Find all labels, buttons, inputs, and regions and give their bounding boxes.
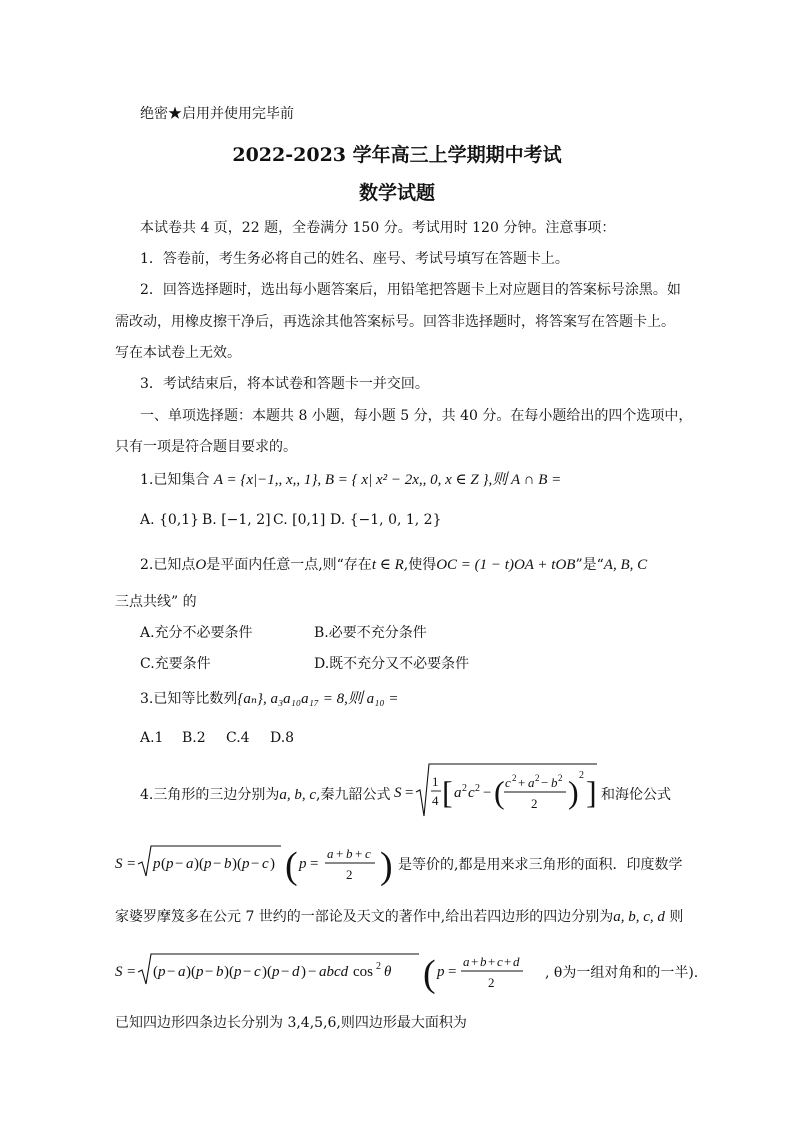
section-heading-line2: 只有一项是符合题目要求的。 [115, 439, 297, 455]
svg-text:c: c [365, 846, 371, 861]
q4-line3-tail: 则 [669, 909, 684, 925]
svg-text:−: − [281, 964, 290, 980]
svg-text:+: + [355, 846, 363, 861]
svg-text:(: ( [153, 964, 158, 980]
svg-text:1: 1 [432, 774, 439, 789]
question-2-stem [140, 555, 647, 575]
svg-text:4: 4 [432, 793, 439, 808]
svg-text:−: − [175, 856, 184, 872]
svg-text:p: p [299, 856, 307, 872]
instruction-item-1: 1．答卷前，考生务必将自己的姓名、座号、考试号填写在答题卡上。 [140, 251, 569, 267]
svg-text:−: − [308, 964, 317, 980]
svg-text:c: c [262, 856, 269, 872]
q4-line4-tail: , θ为一组对角和的一半). [545, 965, 699, 981]
svg-text:+: + [518, 775, 526, 790]
svg-text:−: − [167, 964, 176, 980]
q3-sequence: {aₙ} [237, 691, 263, 707]
q2-t-in-r: t ∈ R [371, 557, 404, 573]
instruction-item-2-line1: 2．回答选择题时，选出每小题答案后，用铅笔把答题卡上对应题目的答案标号涂黑。如 [140, 282, 681, 298]
qin-jiushao-formula [392, 760, 602, 826]
svg-text:c: c [497, 954, 503, 969]
q2-mid2: ,使得 [403, 557, 437, 573]
q1-set-b: , B = { x| x² − 2x,, 0, x ∈ Z } [317, 472, 489, 488]
svg-text:2: 2 [475, 783, 480, 794]
svg-text:(: ( [285, 845, 298, 887]
svg-text:p: p [158, 964, 166, 980]
q3-option-c: C.4 [226, 730, 250, 746]
svg-text:p: p [153, 856, 161, 872]
svg-text:2: 2 [376, 961, 381, 972]
q3-lead: 3.已知等比数列 [140, 691, 238, 707]
svg-text:a: a [178, 964, 186, 980]
svg-text:+: + [336, 846, 344, 861]
svg-text:=: = [405, 785, 414, 801]
q2-tail: ”是“ [575, 557, 604, 573]
svg-text:): ) [186, 964, 191, 980]
q1-option-a: A. {0,1} [140, 512, 200, 528]
svg-text:2: 2 [512, 773, 517, 783]
svg-text:b: b [224, 856, 232, 872]
instruction-item-2-line3: 写在本试卷上无效。 [115, 345, 241, 361]
svg-text:2: 2 [346, 867, 353, 882]
svg-text:−: − [213, 856, 222, 872]
svg-text:p: p [437, 964, 445, 980]
svg-text:−: − [243, 964, 252, 980]
question-1-stem [140, 470, 561, 490]
svg-text:]: ] [586, 774, 597, 810]
q1-tail: ,则 A ∩ B = [488, 472, 562, 488]
svg-text:abcd: abcd [319, 964, 349, 980]
svg-text:+: + [471, 954, 479, 969]
svg-text:): ) [224, 964, 229, 980]
svg-text:c: c [468, 785, 475, 801]
svg-text:): ) [270, 856, 275, 872]
brahmagupta-formula [113, 946, 545, 998]
svg-text:cos: cos [353, 964, 373, 980]
q4-line2-tail: 是等价的,都是用来求三角形的面积．印度数学 [398, 857, 683, 873]
svg-text:b: b [216, 964, 224, 980]
exam-title: 2022-2023 学年高三上学期期中考试 [232, 144, 562, 166]
svg-text:2: 2 [488, 975, 495, 990]
svg-text:2: 2 [558, 773, 563, 783]
q1-option-d: D. {−1, 0, 1, 2} [330, 512, 442, 528]
q3-option-d: D.8 [270, 730, 295, 746]
svg-text:b: b [480, 954, 487, 969]
q1-option-c: C. [0,1] [273, 512, 326, 528]
instruction-item-2-line2: 需改动，用橡皮擦干净后，再选涂其他答案标号。回答非选择题时，将答案写在答题卡上。 [115, 314, 675, 330]
svg-text:[: [ [442, 774, 453, 810]
section-heading-line1: 一、单项选择题：本题共 8 小题，每小题 5 分，共 40 分。在每小题给出的四个选项中， [140, 408, 693, 424]
svg-text:2: 2 [535, 773, 540, 783]
svg-text:d: d [292, 964, 300, 980]
svg-text:a: a [327, 846, 334, 861]
q2-option-b: B.必要不充分条件 [314, 625, 427, 641]
question-3-stem [140, 689, 398, 709]
svg-text:b: b [346, 846, 353, 861]
svg-text:): ) [568, 774, 579, 810]
svg-text:=: = [127, 964, 136, 980]
svg-text:2: 2 [579, 770, 584, 781]
svg-text:p: p [196, 964, 204, 980]
svg-text:p: p [272, 964, 280, 980]
svg-text:p: p [242, 856, 250, 872]
instruction-item-3: 3．考试结束后，将本试卷和答题卡一并交回。 [140, 376, 429, 392]
svg-text:−: − [251, 856, 260, 872]
svg-text:a: a [454, 785, 462, 801]
exam-subtitle: 数学试题 [358, 182, 435, 204]
q2-option-a: A.充分不必要条件 [140, 625, 253, 641]
q1-lead: 1.已知集合 [140, 472, 210, 488]
q2-point-o: O [195, 557, 207, 573]
q2-mid: 是平面内任意一点,则“存在 [206, 557, 372, 573]
svg-text:): ) [380, 845, 393, 887]
q3-option-a: A.1 [140, 730, 164, 746]
heron-formula [113, 838, 399, 890]
svg-text:p: p [234, 964, 242, 980]
svg-text:−: − [541, 775, 549, 790]
svg-text:(: ( [423, 953, 436, 995]
svg-text:(: ( [494, 774, 505, 810]
q2-vector-equation: OC = (1 − t)OA + tOB [436, 557, 576, 573]
svg-text:c: c [505, 775, 511, 790]
q3-tail: ,则 a₁₀ = [344, 691, 399, 707]
q2-points: A, B, C [603, 557, 648, 573]
svg-text:θ: θ [384, 964, 392, 980]
q4-line5: 已知四边形四条边长分别为 3,4,5,6,则四边形最大面积为 [115, 1015, 467, 1031]
svg-text:S: S [115, 964, 123, 980]
q4-lead-line [140, 785, 390, 805]
svg-text:): ) [301, 964, 306, 980]
svg-text:(: ( [191, 964, 196, 980]
q4-line3 [115, 907, 683, 927]
svg-text:d: d [513, 954, 520, 969]
svg-text:): ) [262, 964, 267, 980]
svg-text:=: = [448, 964, 457, 980]
confidential-note: 绝密★启用并使用完毕前 [140, 106, 294, 122]
svg-text:+: + [504, 954, 512, 969]
svg-text:S: S [115, 856, 123, 872]
svg-text:2: 2 [531, 796, 538, 811]
q3-option-b: B.2 [182, 730, 206, 746]
q4-sides: a, b, c [279, 787, 317, 803]
q2-option-c: C.充要条件 [140, 656, 211, 672]
svg-text:=: = [127, 856, 136, 872]
svg-text:a: a [528, 775, 535, 790]
svg-text:−: − [205, 964, 214, 980]
svg-text:−: − [483, 785, 492, 801]
q1-set-a: A = {x|−1,, x,, 1} [213, 472, 318, 488]
q2-lead: 2.已知点 [140, 557, 196, 573]
svg-text:p: p [204, 856, 212, 872]
svg-text:(: ( [237, 856, 242, 872]
instructions-intro: 本试卷共 4 页，22 题，全卷满分 150 分。考试用时 120 分钟。注意事项： [140, 220, 616, 236]
svg-text:b: b [551, 775, 558, 790]
q1-option-b: B. [−1, 2] [202, 512, 271, 528]
svg-text:c: c [254, 964, 261, 980]
svg-text:): ) [194, 856, 199, 872]
svg-text:p: p [166, 856, 174, 872]
svg-text:+: + [488, 954, 496, 969]
svg-text:(: ( [267, 964, 272, 980]
svg-text:2: 2 [462, 783, 467, 794]
svg-text:=: = [310, 856, 319, 872]
svg-text:a: a [186, 856, 194, 872]
q4-line3-text: 家婆罗摩笈多在公元 7 世约的一部论及天文的著作中,给出若四边形的四边分别为 [115, 909, 614, 925]
svg-text:S: S [394, 785, 402, 801]
q4-tail: 和海伦公式 [601, 787, 671, 803]
q3-condition: , a₃a₁₀a₁₇ = 8 [262, 691, 345, 707]
svg-text:a: a [463, 954, 470, 969]
svg-text:(: ( [161, 856, 166, 872]
q2-option-d: D.既不充分又不必要条件 [314, 656, 470, 672]
svg-text:(: ( [199, 856, 204, 872]
q4-mid: ,秦九韶公式 [316, 787, 391, 803]
svg-text:(: ( [229, 964, 234, 980]
q2-line2: 三点共线” 的 [115, 594, 197, 610]
svg-text:): ) [232, 856, 237, 872]
q4-quad-sides: a, b, c, d [613, 909, 665, 925]
q4-lead: 4.三角形的三边分别为 [140, 787, 280, 803]
